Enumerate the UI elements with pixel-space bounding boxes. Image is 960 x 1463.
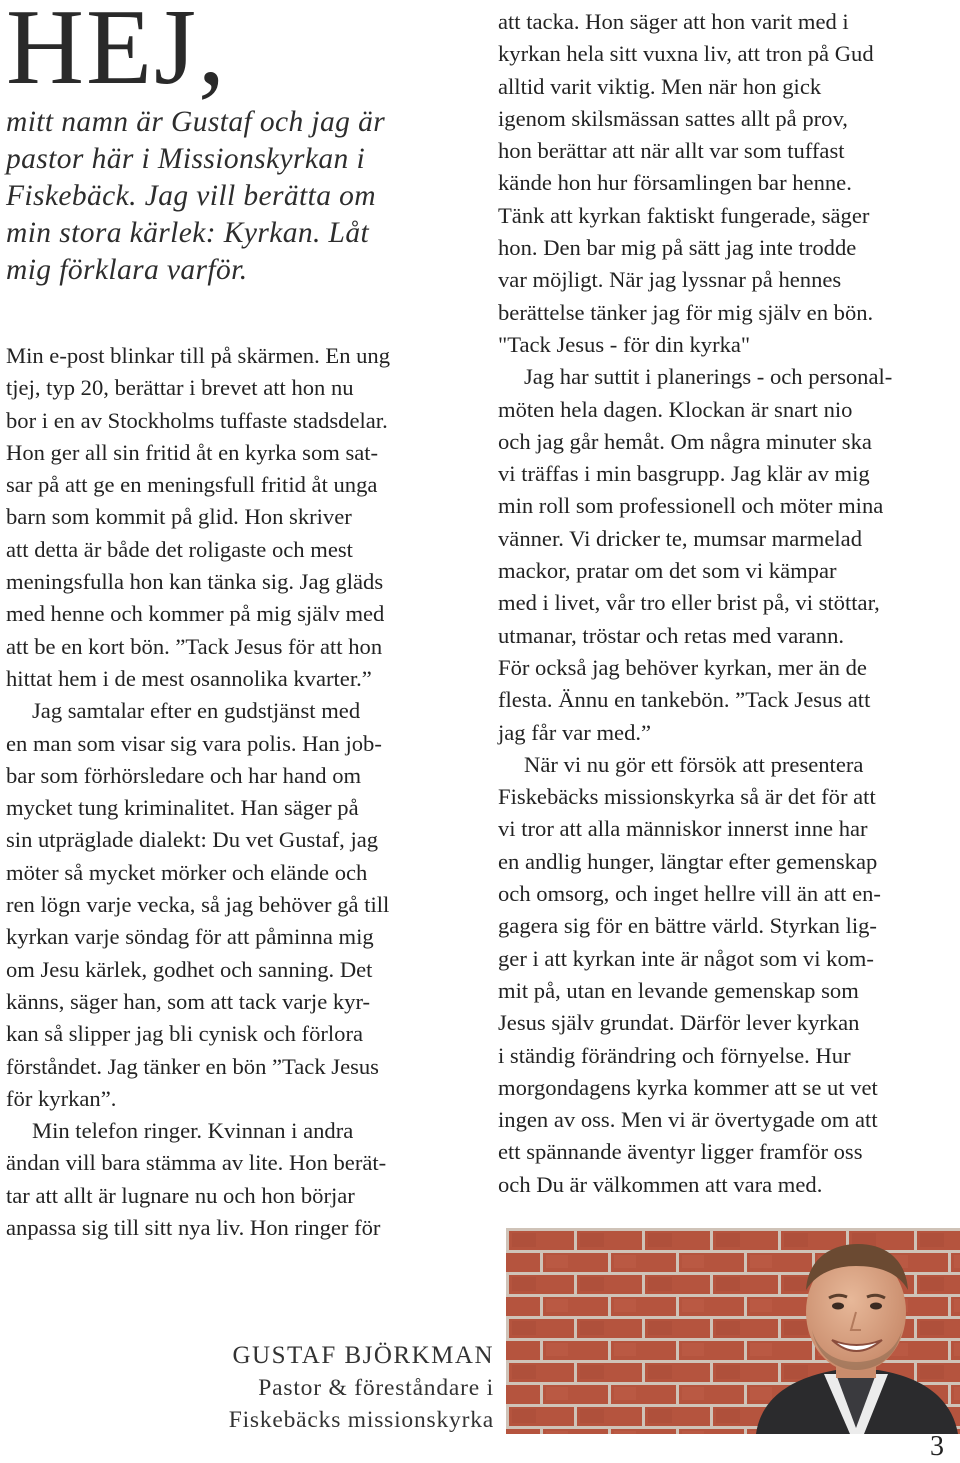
text-line: tar att allt är lugnare nu och hon börjar bbox=[6, 1182, 355, 1208]
portrait-illustration bbox=[506, 1228, 960, 1434]
text-line: När vi nu gör ett försök att presentera bbox=[524, 751, 864, 777]
author-name: GUSTAF BJÖRKMAN bbox=[232, 1342, 494, 1369]
text-line: "Tack Jesus - för din kyrka" bbox=[498, 331, 751, 357]
author-role: Pastor & föreståndare i bbox=[258, 1375, 494, 1401]
page-number: 3 bbox=[930, 1431, 944, 1462]
text-line: Tänk att kyrkan faktiskt fungerade, säger bbox=[498, 202, 870, 228]
text-line: alltid varit viktig. Men när hon gick bbox=[498, 73, 822, 99]
text-line: känns, säger han, som att tack varje kyr- bbox=[6, 988, 371, 1014]
text-line: ändan vill bara stämma av lite. Hon berät- bbox=[6, 1150, 387, 1176]
text-line: och omsorg, och inget hellre vill än att en- bbox=[498, 881, 881, 907]
text-line: Hon ger all sin fritid åt en kyrka som sat- bbox=[6, 439, 379, 465]
text-line: Jag har suttit i planerings - och personal- bbox=[524, 364, 893, 390]
text-line: förståndet. Jag tänker en bön ”Tack Jesus bbox=[6, 1053, 379, 1079]
text-line: en man som visar sig vara polis. Han job- bbox=[6, 730, 382, 756]
text-line: morgondagens kyrka kommer att se ut vet bbox=[498, 1074, 878, 1100]
text-line: berättelse tänker jag för mig själv en bön. bbox=[498, 299, 874, 325]
text-line: vi tror att alla människor innerst inne har bbox=[498, 816, 868, 842]
text-line: en andlig hunger, längtar efter gemenskap bbox=[498, 848, 878, 874]
text-line: hittat hem i de mest osannolika kvarter.” bbox=[6, 665, 372, 691]
text-line: tjej, typ 20, berättar i brevet att hon nu bbox=[6, 375, 354, 401]
text-line: För också jag behöver kyrkan, mer än de bbox=[498, 654, 867, 680]
text-line: i ständig förändring och förnyelse. Hur bbox=[498, 1042, 851, 1068]
text-line: Fiskebäcks missionskyrka så är det för att bbox=[498, 784, 876, 810]
text-line: att be en kort bön. ”Tack Jesus för att hon bbox=[6, 633, 383, 659]
text-line: att detta är både det roligaste och mest bbox=[6, 536, 353, 562]
text-line: kan så slipper jag bli cynisk och förlora bbox=[6, 1021, 364, 1047]
text-line: bor i en av Stockholms tuffaste stadsdelar. bbox=[6, 407, 388, 433]
text-line: ett spännande äventyr ligger framför oss bbox=[498, 1139, 863, 1165]
text-line: kyrkan varje söndag för att påminna mig bbox=[6, 924, 374, 950]
text-line: bar som förhörsledare och har hand om bbox=[6, 762, 362, 788]
text-line: gagera sig för en bättre värld. Styrkan lig- bbox=[498, 913, 877, 939]
intro-paragraph bbox=[6, 104, 466, 289]
text-line: igenom skilsmässan sattes allt på prov, bbox=[498, 105, 848, 131]
text-line: Jag samtalar efter en gudstjänst med bbox=[32, 698, 361, 724]
text-line: att tacka. Hon säger att hon varit med i bbox=[498, 9, 849, 34]
text-line: och jag går hemåt. Om några minuter ska bbox=[498, 428, 872, 454]
text-line: mackor, pratar om det som vi kämpar bbox=[498, 558, 837, 584]
intro-line: mig förklara varför. bbox=[6, 254, 248, 286]
text-line: anpassa sig till sitt nya liv. Hon ringer för bbox=[6, 1215, 381, 1241]
text-line: min roll som professionell och möter mina bbox=[498, 493, 884, 519]
text-line: möten hela dagen. Klockan är snart nio bbox=[498, 396, 853, 422]
text-line: ingen av oss. Men vi är övertygade om att bbox=[498, 1107, 878, 1133]
text-line: med henne och kommer på mig själv med bbox=[6, 601, 385, 627]
text-line: jag får var med.” bbox=[498, 719, 652, 745]
text-line: var möjligt. När jag lyssnar på hennes bbox=[498, 267, 842, 293]
intro-line: Fiskebäck. Jag vill berätta om bbox=[6, 180, 376, 212]
text-line: mit på, utan en levande gemenskap som bbox=[498, 977, 859, 1003]
text-line: för kyrkan”. bbox=[6, 1085, 117, 1111]
right-text-column bbox=[498, 6, 958, 1201]
text-line: ger i att kyrkan inte är något som vi kom- bbox=[498, 945, 874, 971]
left-text-column bbox=[6, 340, 476, 1244]
text-line: vi träffas i min basgrupp. Jag klär av mig bbox=[498, 461, 870, 487]
author-role: Fiskebäcks missionskyrka bbox=[228, 1407, 494, 1433]
text-line: barn som kommit på glid. Hon skriver bbox=[6, 504, 352, 530]
text-line: meningsfulla hon kan tänka sig. Jag gläds bbox=[6, 569, 384, 595]
text-line: utmanar, tröstar och retas med varann. bbox=[498, 622, 845, 648]
text-line: kände hon hur församlingen bar henne. bbox=[498, 170, 852, 196]
text-line: möter så mycket mörker och elände och bbox=[6, 859, 368, 885]
text-line: med i livet, vår tro eller brist på, vi stöttar, bbox=[498, 590, 880, 616]
text-line: hon. Den bar mig på sätt jag inte trodde bbox=[498, 235, 857, 261]
text-line: sar på att ge en meningsfull fritid åt unga bbox=[6, 472, 378, 498]
text-line: om Jesu kärlek, godhet och sanning. Det bbox=[6, 956, 373, 982]
author-byline bbox=[229, 1340, 494, 1436]
text-line: Jesus själv grundat. Därför lever kyrkan bbox=[498, 1010, 860, 1036]
intro-line: min stora kärlek: Kyrkan. Låt bbox=[6, 217, 370, 249]
text-line: Min e-post blinkar till på skärmen. En ung bbox=[6, 343, 391, 368]
text-line: mycket tung kriminalitet. Han säger på bbox=[6, 795, 359, 821]
text-line: kyrkan hela sitt vuxna liv, att tron på Gud bbox=[498, 41, 874, 67]
text-line: och Du är välkommen att vara med. bbox=[498, 1171, 823, 1197]
author-portrait-photo bbox=[506, 1228, 960, 1434]
intro-line: mitt namn är Gustaf och jag är bbox=[6, 106, 386, 138]
text-line: flesta. Ännu en tankebön. ”Tack Jesus att bbox=[498, 687, 871, 713]
headline: HEJ, bbox=[6, 0, 227, 107]
text-line: hon berättar att när allt var som tuffast bbox=[498, 138, 845, 164]
text-line: sin utpräglade dialekt: Du vet Gustaf, jag bbox=[6, 827, 379, 853]
text-line: Min telefon ringer. Kvinnan i andra bbox=[32, 1118, 354, 1144]
intro-line: pastor här i Missionskyrkan i bbox=[6, 143, 366, 175]
text-line: ren lögn varje vecka, så jag behöver gå till bbox=[6, 892, 390, 918]
text-line: vänner. Vi dricker te, mumsar marmelad bbox=[498, 525, 862, 551]
